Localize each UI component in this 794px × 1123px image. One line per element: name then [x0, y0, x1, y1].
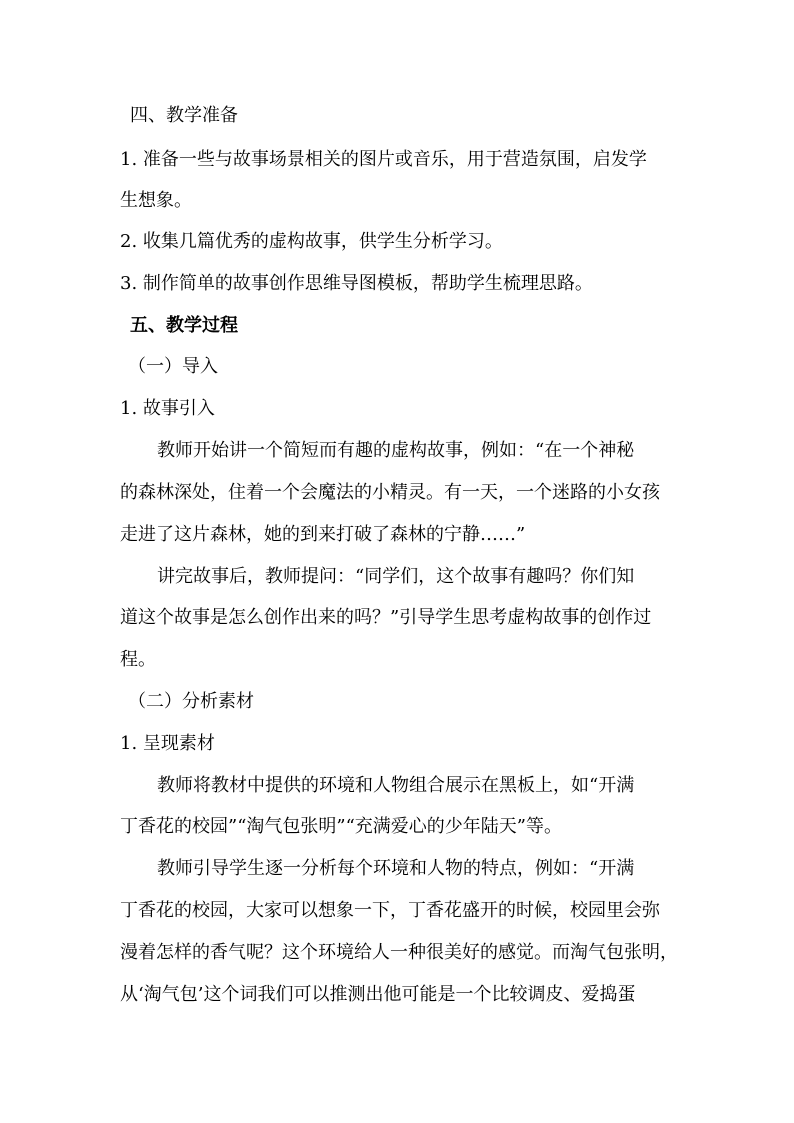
- paragraph-line: 教师开始讲一个简短而有趣的虚构故事，例如：“在一个神秘: [157, 440, 635, 461]
- subsection-heading-intro: （一）导入: [128, 356, 218, 377]
- paragraph-line: 讲完故事后，教师提问：“同学们，这个故事有趣吗？你们知: [157, 566, 635, 587]
- list-item: 2. 收集几篇优秀的虚构故事，供学生分析学习。: [120, 231, 503, 252]
- step-heading: 1. 故事引入: [120, 398, 215, 419]
- paragraph-line: 走进了这片森林，她的到来打破了森林的宁静……”: [120, 524, 526, 545]
- paragraph-line: 教师引导学生逐一分析每个环境和人物的特点，例如：“开满: [157, 858, 635, 879]
- list-item: 3. 制作简单的故事创作思维导图模板，帮助学生梳理思路。: [120, 273, 593, 294]
- paragraph-line: 教师将教材中提供的环境和人物组合展示在黑板上，如“开满: [157, 775, 635, 796]
- list-item: 1. 准备一些与故事场景相关的图片或音乐，用于营造氛围，启发学: [120, 149, 647, 170]
- list-item-continuation: 生想象。: [120, 190, 192, 211]
- paragraph-line: 丁香花的校园，大家可以想象一下，丁香花盛开的时候，校园里会弥: [120, 900, 660, 921]
- paragraph-line: 丁香花的校园”“淘气包张明”“充满爱心的少年陆天”等。: [120, 816, 563, 837]
- subsection-heading-analysis: （二）分析素材: [128, 691, 254, 712]
- section-heading-process: 五、教学过程: [130, 315, 238, 336]
- paragraph-line: 从‘淘气包’这个词我们可以推测出他可能是一个比较调皮、爱捣蛋: [120, 984, 636, 1005]
- paragraph-line: 漫着怎样的香气呢？这个环境给人一种很美好的感觉。而淘气包张明，: [120, 942, 678, 963]
- paragraph-line: 道这个故事是怎么创作出来的吗？”引导学生思考虚构故事的创作过: [120, 607, 652, 628]
- step-heading: 1. 呈现素材: [120, 733, 215, 754]
- section-heading-preparation: 四、教学准备: [130, 105, 238, 126]
- paragraph-line: 程。: [120, 649, 156, 670]
- paragraph-line: 的森林深处，住着一个会魔法的小精灵。有一天，一个迷路的小女孩: [120, 482, 660, 503]
